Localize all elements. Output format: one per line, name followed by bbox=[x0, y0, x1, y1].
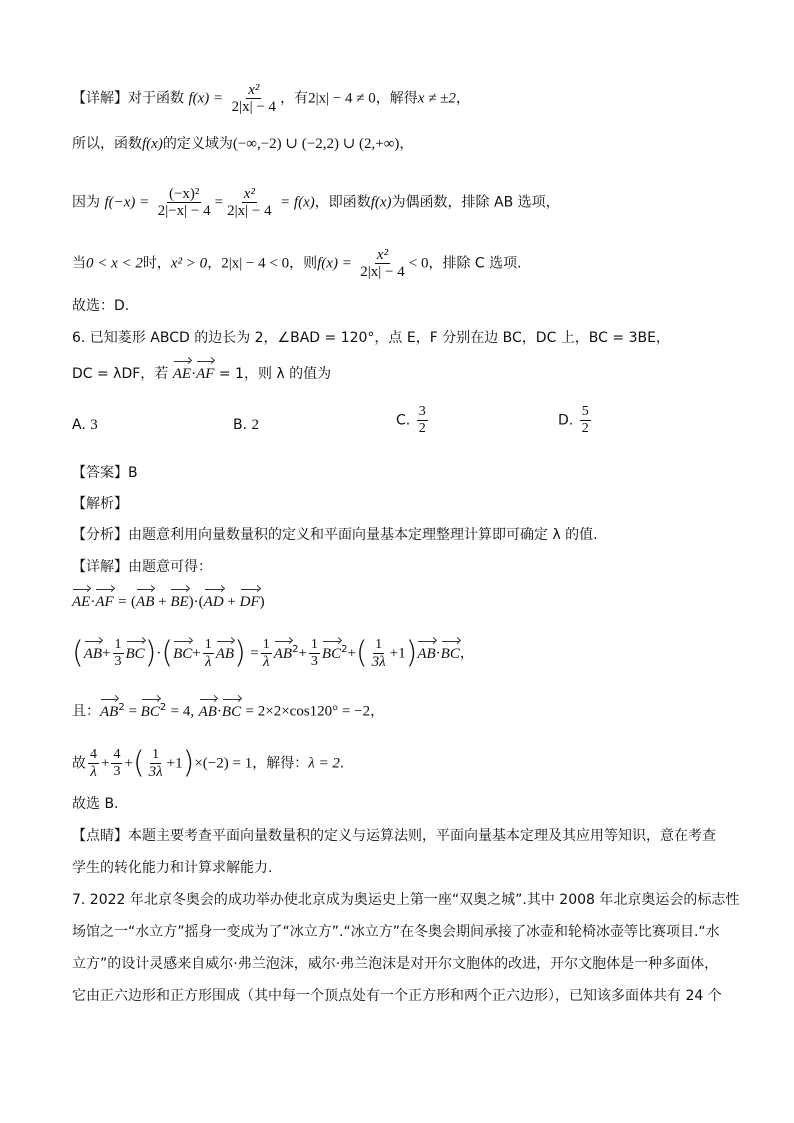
equation-2 bbox=[72, 637, 474, 670]
vector-af: AF bbox=[196, 366, 215, 382]
numerator: (−x)² bbox=[168, 186, 200, 202]
vector-bc: BC bbox=[440, 645, 460, 662]
option-label: A. bbox=[72, 417, 86, 433]
numerator: 3 bbox=[418, 404, 426, 419]
f-x: = f(x) bbox=[280, 194, 315, 211]
interval-line bbox=[72, 247, 522, 280]
plus: + bbox=[102, 645, 111, 662]
option-a[interactable] bbox=[72, 417, 98, 434]
equals-four: = 4, bbox=[170, 703, 195, 720]
paren: ) bbox=[188, 594, 194, 610]
numerator: 1 bbox=[204, 637, 212, 652]
solution: x ≠ ±2 bbox=[417, 90, 456, 107]
numerator: x² bbox=[376, 247, 389, 263]
even-function-line bbox=[72, 186, 560, 219]
text: ， bbox=[455, 90, 470, 107]
equation-4 bbox=[72, 747, 344, 780]
text: ，即函数 bbox=[314, 194, 371, 211]
domain-expression: (−∞,−2) ∪ (−2,2) ∪ (2,+∞) bbox=[232, 136, 400, 152]
paren: ) bbox=[259, 594, 265, 610]
paren: ) bbox=[234, 635, 246, 671]
question-7-line-3: 立方”的设计灵感来自威尔·弗兰泡沫，威尔·弗兰泡沫是对开尔文胞体的改进，开尔文胞体是一种多面体， bbox=[72, 956, 719, 972]
paren: ( bbox=[132, 745, 145, 781]
plus: + bbox=[154, 594, 171, 610]
vector-ae: AE bbox=[72, 594, 91, 610]
text: 的定义域为 bbox=[162, 136, 233, 152]
fraction bbox=[225, 186, 273, 219]
vector-ab: AB bbox=[417, 645, 436, 662]
option-label: D. bbox=[558, 412, 574, 429]
function-fx: f(x) bbox=[142, 136, 163, 152]
answer: 【答案】B bbox=[72, 465, 138, 481]
paren: ( bbox=[355, 635, 368, 671]
vector-ab: AB bbox=[198, 703, 217, 720]
vector-ab: AB bbox=[83, 645, 103, 662]
fraction bbox=[358, 247, 406, 280]
square: 2 bbox=[341, 643, 348, 655]
equals: = bbox=[250, 645, 259, 662]
numerator: x² bbox=[243, 186, 255, 202]
text: 故 bbox=[72, 755, 86, 772]
numerator: 1 bbox=[375, 637, 383, 652]
plus: + bbox=[101, 755, 110, 772]
text: ，解得： bbox=[252, 755, 309, 772]
text: 当 bbox=[72, 255, 86, 272]
text: 且： bbox=[72, 703, 100, 720]
denominator: λ bbox=[262, 654, 270, 670]
choose-b: 故选 B. bbox=[72, 796, 119, 812]
denominator: 2|−x| − 4 bbox=[157, 203, 211, 219]
plus: + bbox=[298, 645, 307, 662]
paren: ) bbox=[182, 745, 195, 781]
x-squared-positive: x² > 0 bbox=[170, 255, 208, 272]
denominator: 2|x| − 4 bbox=[231, 99, 277, 115]
fraction bbox=[417, 404, 428, 437]
dot: · bbox=[193, 594, 199, 610]
denominator: 3 bbox=[114, 654, 122, 669]
choose-d: 故选：D. bbox=[72, 298, 130, 314]
vector-bc: BC bbox=[321, 645, 342, 662]
question-7-line-1: 7. 2022 年北京冬奥会的成功举办使北京成为奥运史上第一座“双奥之城”.其中 2008 年北京奥运会的标志性 bbox=[72, 892, 740, 908]
text: 所以，函数 bbox=[72, 136, 142, 152]
text: 因为 bbox=[72, 194, 100, 211]
plus-one: +1 bbox=[166, 755, 183, 772]
analysis-heading: 【解析】 bbox=[72, 496, 128, 512]
text: 为偶函数，排除 AB 选项， bbox=[391, 194, 560, 211]
fraction: $\frac{4}{3}$ bbox=[113, 747, 121, 779]
plus: + bbox=[124, 755, 133, 772]
text: ， bbox=[399, 136, 414, 152]
dot: · bbox=[216, 703, 222, 720]
question-6-line-1: 6. 已知菱形 ABCD 的边长为 2，∠BAD = 120°，点 E，F 分别在边 BC，DC 上，BC = 3BE， bbox=[72, 330, 670, 346]
paren: ( bbox=[161, 635, 174, 671]
interval: 0 < x < 2 bbox=[86, 255, 143, 272]
dot-product-value: = 2×2×cos120° = −2 bbox=[245, 703, 371, 720]
paren: ) bbox=[405, 635, 418, 671]
square: 2 bbox=[118, 702, 125, 713]
function-fx: f(x) = bbox=[317, 255, 352, 272]
question-7-line-4: 它由正六边形和正方形围成（其中每一个顶点处有一个正方形和两个正六边形），已知该多面体共有 24 个 bbox=[72, 988, 722, 1004]
equation-1 bbox=[72, 592, 265, 612]
square: 2 bbox=[159, 702, 167, 713]
fraction: $\frac{1}{3\lambda}$ bbox=[148, 747, 163, 780]
denominator: 3λ bbox=[371, 654, 386, 670]
fraction bbox=[370, 637, 388, 670]
paren: ( bbox=[72, 635, 84, 671]
denominator: 3 bbox=[310, 654, 318, 669]
detail-paragraph-1 bbox=[72, 82, 470, 115]
option-label: B. bbox=[233, 417, 248, 433]
numerator: 1 bbox=[114, 637, 122, 652]
fraction bbox=[580, 404, 591, 437]
fraction bbox=[261, 637, 272, 670]
fraction bbox=[203, 637, 214, 670]
text: ，解得 bbox=[375, 90, 418, 107]
option-label: C. bbox=[396, 412, 411, 429]
vector-bc: BC bbox=[173, 645, 193, 662]
option-c[interactable] bbox=[396, 404, 430, 437]
vector-bc: BC bbox=[221, 703, 242, 720]
plus-one: +1 bbox=[389, 645, 406, 662]
fraction: $\frac{4}{\lambda}$ bbox=[90, 747, 97, 780]
vector-be: BE bbox=[170, 594, 189, 610]
solution: λ = 2 bbox=[308, 755, 340, 772]
less-than-zero: < 0 bbox=[408, 255, 429, 272]
question-6-line-2 bbox=[72, 364, 331, 384]
question-7-line-2: 场馆之一“水立方”摇身一变成为了“冰立方”.“冰立方”在冬奥会期间承接了冰壶和轮椅冰壶等比赛项目.“水 bbox=[72, 924, 720, 940]
fraction bbox=[309, 637, 320, 670]
domain-line bbox=[72, 134, 413, 154]
dianjing-line-2: 学生的转化能力和计算求解能力. bbox=[72, 860, 273, 876]
equals: = bbox=[214, 194, 224, 211]
function-fx: f(x) = bbox=[188, 90, 224, 107]
dot: · bbox=[435, 645, 441, 662]
text: ，有 bbox=[280, 90, 309, 107]
option-d[interactable] bbox=[558, 404, 593, 437]
text: ，则 bbox=[289, 255, 318, 272]
text: 对于函数 bbox=[128, 90, 184, 107]
denominator: 2|x| − 4 bbox=[227, 203, 272, 219]
vector-ab: AB bbox=[100, 703, 119, 720]
inequality: 2|x| − 4 < 0 bbox=[221, 255, 290, 272]
vector-ab: AB bbox=[136, 594, 155, 610]
option-b[interactable] bbox=[233, 417, 259, 434]
f-neg-x: f(−x) = bbox=[104, 194, 150, 211]
vector-ad: AD bbox=[203, 594, 224, 610]
denominator: 2|x| − 4 bbox=[360, 264, 405, 280]
vector-ab: AB bbox=[273, 645, 293, 662]
text: ， bbox=[207, 255, 222, 272]
fraction bbox=[156, 186, 213, 219]
paren: ( bbox=[198, 594, 204, 610]
fraction bbox=[113, 637, 124, 670]
function-fx: f(x) bbox=[370, 194, 392, 211]
xiangjie: 【详解】由题意可得： bbox=[72, 559, 212, 575]
plus: + bbox=[192, 645, 201, 662]
denominator: 2 bbox=[418, 421, 426, 436]
text: 时， bbox=[142, 255, 171, 272]
option-value: 2 bbox=[251, 417, 260, 433]
denominator: λ bbox=[205, 654, 212, 670]
plus: + bbox=[223, 594, 240, 610]
equals: = bbox=[124, 703, 141, 720]
numerator: 1 bbox=[262, 637, 270, 652]
text: = 1，则 λ 的值为 bbox=[218, 366, 332, 382]
option-value: 3 bbox=[90, 417, 98, 433]
text: . bbox=[339, 755, 345, 772]
vector-ae: AE bbox=[172, 366, 192, 382]
paren: ( bbox=[131, 594, 137, 610]
vector-bc: BC bbox=[140, 703, 160, 720]
denominator: 2 bbox=[581, 421, 589, 436]
text: DC = λDF，若 bbox=[72, 366, 169, 382]
fenxi: 【分析】由题意利用向量数量积的定义和平面向量基本定理整理计算即可确定 λ 的值. bbox=[72, 527, 598, 543]
plus: + bbox=[347, 645, 356, 662]
text: ，排除 C 选项. bbox=[428, 255, 522, 272]
vector-af: AF bbox=[95, 594, 114, 610]
numerator: x² bbox=[248, 82, 260, 98]
vector-df: DF bbox=[239, 594, 260, 610]
dot: · bbox=[191, 366, 197, 382]
detail-tag: 【详解】 bbox=[72, 90, 128, 107]
equals: = bbox=[118, 594, 127, 610]
equation-3 bbox=[72, 698, 384, 722]
text: ， bbox=[459, 645, 474, 662]
times-neg-two: ×(−2) = 1 bbox=[194, 755, 253, 772]
dot: · bbox=[156, 645, 162, 662]
numerator: 5 bbox=[581, 404, 589, 419]
vector-bc: BC bbox=[125, 645, 145, 662]
fraction bbox=[230, 82, 278, 115]
dot: · bbox=[90, 594, 96, 610]
numerator: 1 bbox=[310, 637, 318, 652]
dianjing-line-1: 【点睛】本题主要考查平面向量数量积的定义与运算法则，平面向量基本定理及其应用等知识，意在考查 bbox=[72, 828, 716, 844]
paren: ) bbox=[144, 635, 157, 671]
condition: 2|x| − 4 ≠ 0 bbox=[308, 90, 376, 107]
square: 2 bbox=[292, 643, 299, 655]
text: ， bbox=[370, 703, 385, 720]
vector-ab: AB bbox=[215, 645, 235, 662]
